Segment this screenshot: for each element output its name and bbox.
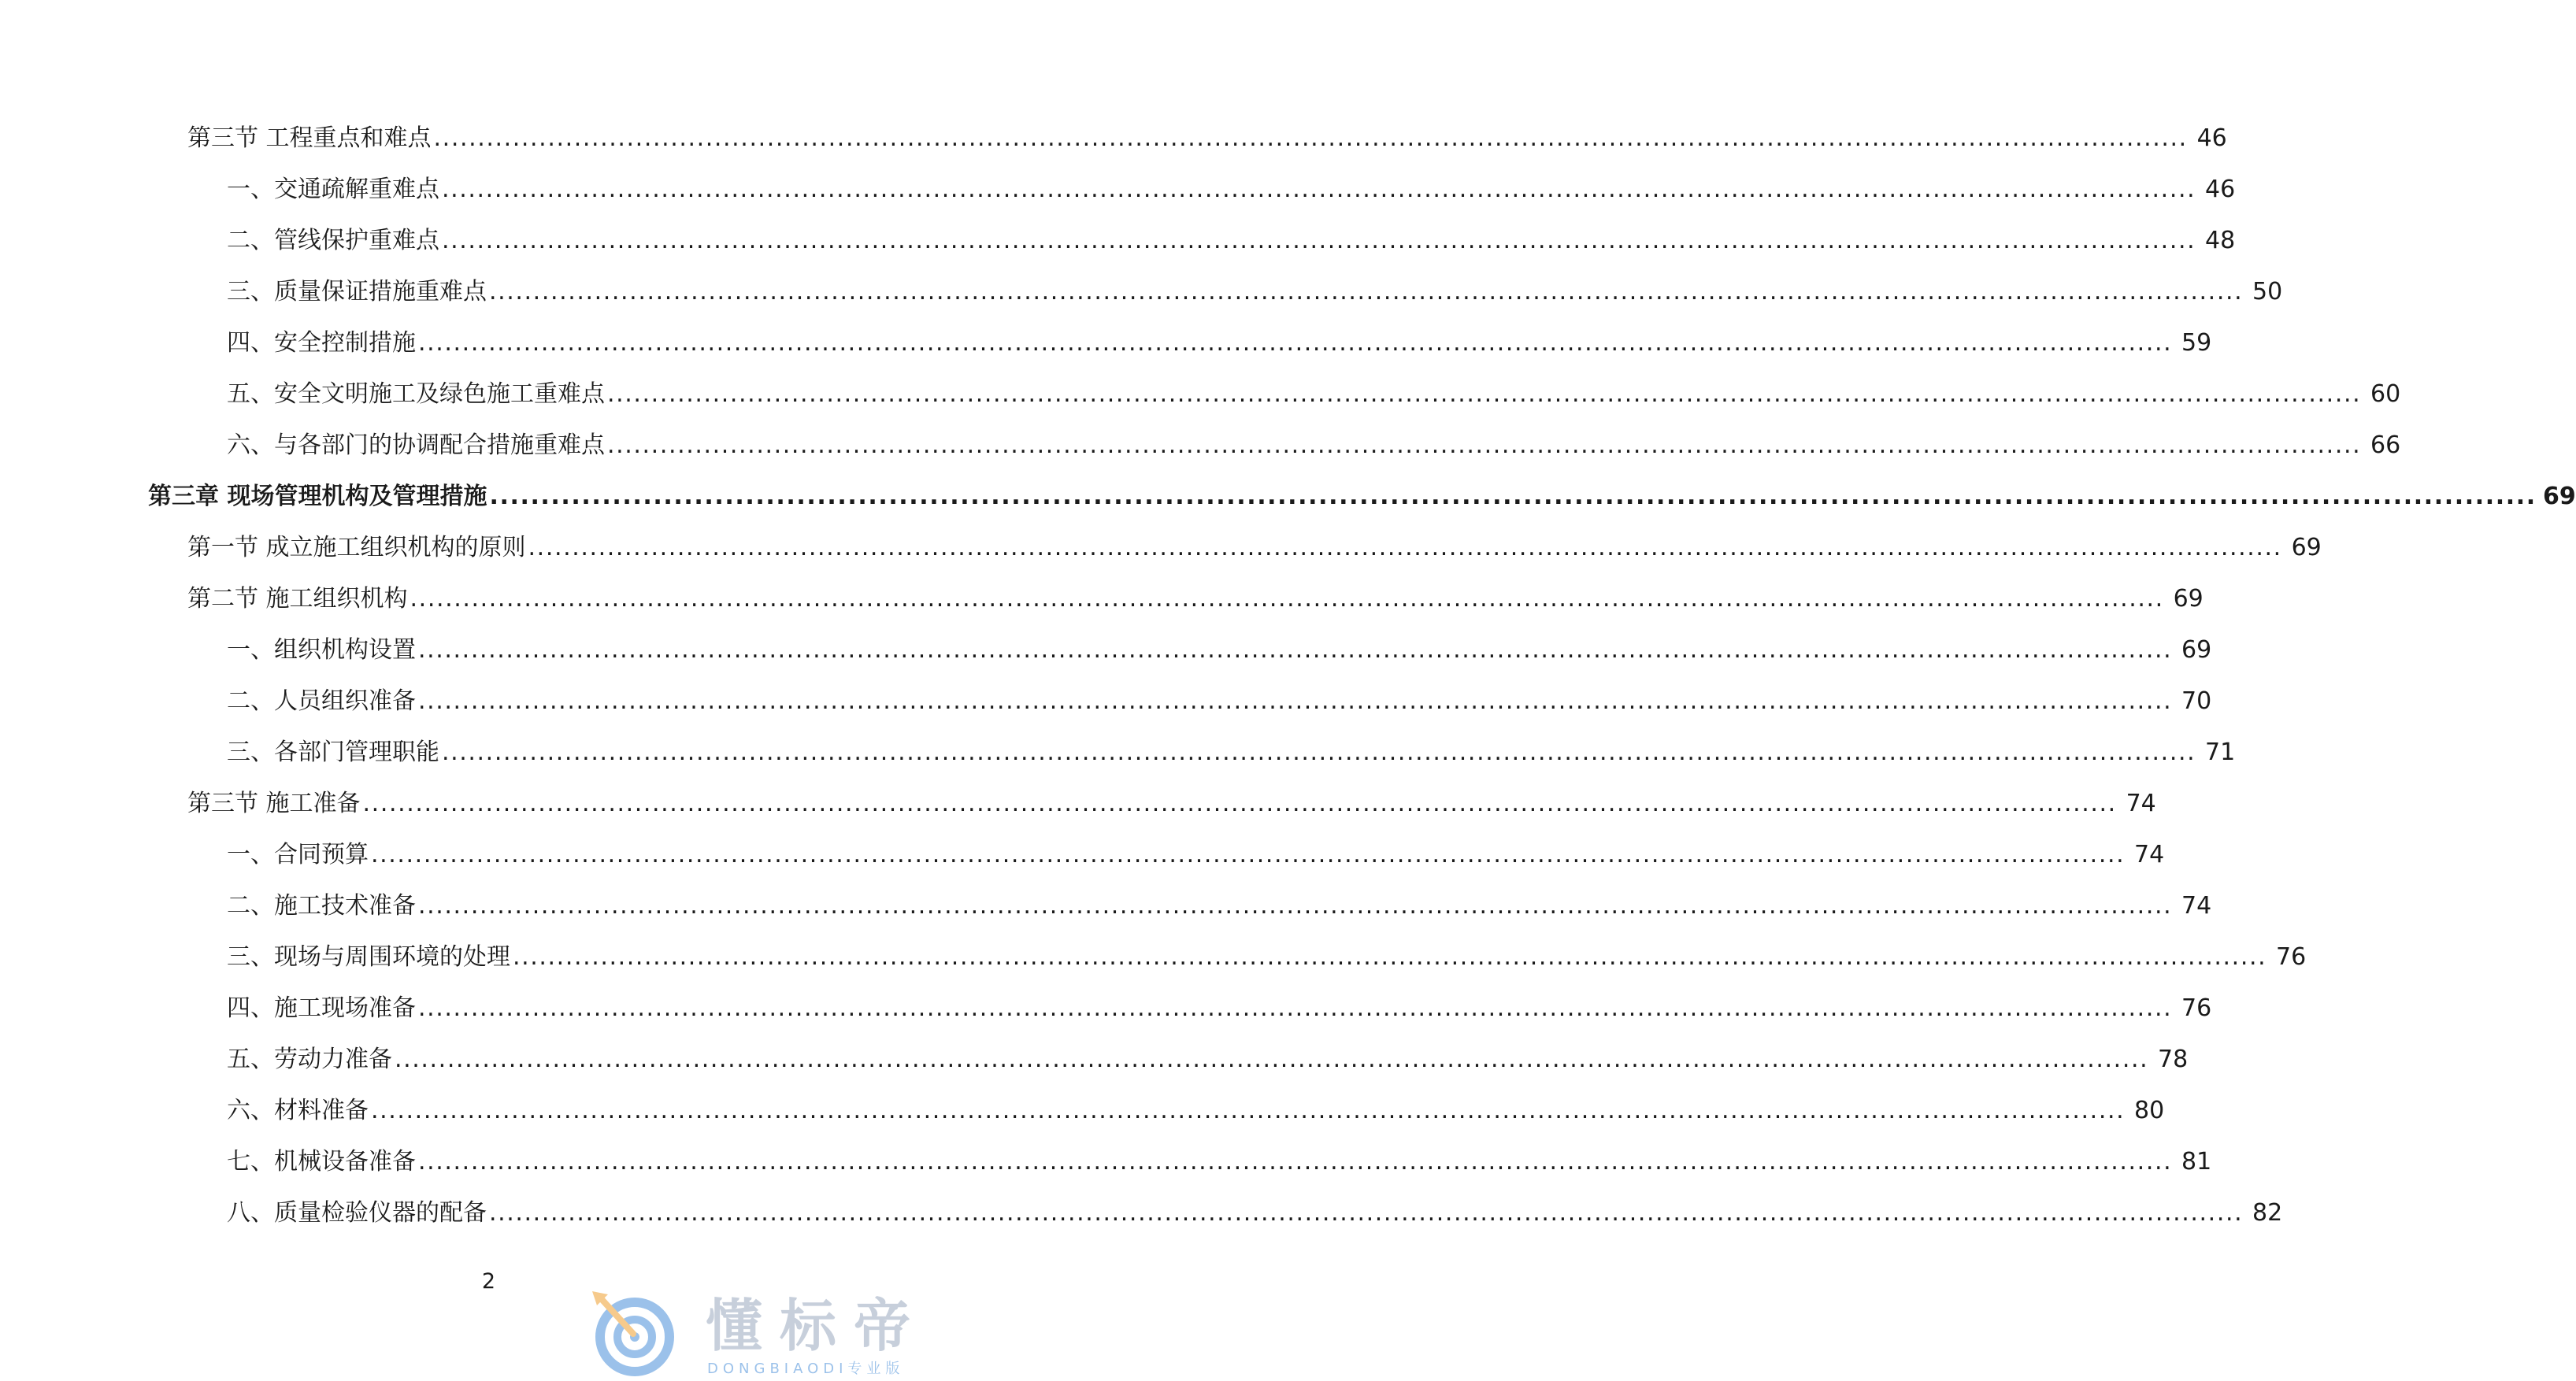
- toc-entry[interactable]: [0, 1148, 2212, 1199]
- toc-dot-leader: ........................................................................................................................................................................................................: [362, 790, 2117, 817]
- toc-entry-title: 第一节 成立施工组织机构的原则: [187, 534, 526, 561]
- toc-entry-page: 69: [2173, 585, 2203, 613]
- watermark-subtitle: DONGBIAODI专业版: [707, 1361, 905, 1377]
- toc-entry-page: 69: [2291, 534, 2322, 561]
- toc-entry-page: 66: [2370, 431, 2401, 459]
- toc-entry-title: 四、施工现场准备: [227, 994, 416, 1022]
- toc-entry-page: 59: [2181, 329, 2212, 357]
- toc-entry-title: 二、人员组织准备: [227, 687, 416, 715]
- toc-entry-title: 一、组织机构设置: [227, 636, 416, 664]
- toc-entry-title: 三、各部门管理职能: [227, 739, 439, 766]
- toc-dot-leader: ........................................................................................................................................................................................................: [410, 585, 2164, 613]
- toc-dot-leader: ........................................................................................................................................................................................................: [489, 483, 2537, 510]
- toc-entry-page: 78: [2158, 1046, 2189, 1073]
- toc-entry[interactable]: [0, 227, 2236, 278]
- toc-entry-title: 八、质量检验仪器的配备: [227, 1199, 487, 1227]
- toc-entry-page: 74: [2134, 841, 2165, 868]
- toc-entry[interactable]: [0, 994, 2212, 1046]
- toc-entry[interactable]: [0, 739, 2236, 790]
- toc-entry[interactable]: [0, 278, 2283, 329]
- table-of-contents: [0, 124, 2576, 1250]
- toc-entry-title: 第三节 工程重点和难点: [187, 124, 432, 152]
- toc-entry-page: 46: [2196, 124, 2227, 152]
- toc-entry-page: 71: [2205, 739, 2236, 766]
- toc-entry-page: 69: [2543, 483, 2576, 510]
- toc-dot-leader: ........................................................................................................................................................................................................: [418, 687, 2173, 715]
- page-number: 2: [481, 1269, 496, 1294]
- toc-dot-leader: ........................................................................................................................................................................................................: [371, 1097, 2126, 1124]
- toc-entry[interactable]: [0, 1199, 2283, 1250]
- toc-entry[interactable]: [0, 483, 2576, 534]
- toc-entry-page: 76: [2276, 943, 2307, 971]
- toc-dot-leader: ........................................................................................................................................................................................................: [418, 892, 2173, 920]
- toc-entry-title: 二、管线保护重难点: [227, 227, 439, 254]
- toc-entry-title: 一、交通疏解重难点: [227, 176, 439, 203]
- toc-entry-title: 第三节 施工准备: [187, 790, 361, 817]
- toc-dot-leader: ........................................................................................................................................................................................................: [513, 943, 2267, 971]
- toc-entry[interactable]: [0, 841, 2165, 892]
- toc-entry-title: 七、机械设备准备: [227, 1148, 416, 1176]
- toc-entry-page: 60: [2370, 380, 2401, 408]
- toc-dot-leader: ........................................................................................................................................................................................................: [418, 329, 2173, 357]
- toc-entry-page: 74: [2181, 892, 2212, 920]
- toc-dot-leader: ........................................................................................................................................................................................................: [442, 176, 2196, 203]
- toc-dot-leader: ........................................................................................................................................................................................................: [528, 534, 2282, 561]
- toc-entry-page: 74: [2126, 790, 2156, 817]
- toc-entry[interactable]: [0, 636, 2212, 687]
- toc-entry-title: 三、现场与周围环境的处理: [227, 943, 510, 971]
- toc-entry-page: 82: [2252, 1199, 2283, 1227]
- toc-entry[interactable]: [0, 585, 2203, 636]
- toc-dot-leader: ........................................................................................................................................................................................................: [418, 1148, 2173, 1176]
- toc-dot-leader: ........................................................................................................................................................................................................: [418, 994, 2173, 1022]
- toc-entry-title: 五、劳动力准备: [227, 1046, 392, 1073]
- toc-entry[interactable]: [0, 534, 2322, 585]
- toc-entry[interactable]: [0, 790, 2156, 841]
- toc-entry-page: 48: [2205, 227, 2236, 254]
- toc-entry-title: 一、合同预算: [227, 841, 369, 868]
- toc-entry[interactable]: [0, 943, 2307, 994]
- toc-dot-leader: ........................................................................................................................................................................................................: [607, 380, 2362, 408]
- toc-entry-title: 六、与各部门的协调配合措施重难点: [227, 431, 605, 459]
- toc-entry-page: 80: [2134, 1097, 2165, 1124]
- toc-dot-leader: ........................................................................................................................................................................................................: [433, 124, 2188, 152]
- toc-entry-title: 第三章 现场管理机构及管理措施: [148, 483, 487, 510]
- toc-entry-title: 三、质量保证措施重难点: [227, 278, 487, 305]
- toc-entry[interactable]: [0, 329, 2212, 380]
- toc-entry-title: 二、施工技术准备: [227, 892, 416, 920]
- toc-dot-leader: ........................................................................................................................................................................................................: [442, 739, 2196, 766]
- toc-dot-leader: ........................................................................................................................................................................................................: [489, 278, 2244, 305]
- toc-dot-leader: ........................................................................................................................................................................................................: [607, 431, 2362, 459]
- toc-entry-title: 六、材料准备: [227, 1097, 369, 1124]
- target-arrow-icon: [589, 1291, 684, 1378]
- toc-entry[interactable]: [0, 687, 2212, 739]
- toc-entry-page: 76: [2181, 994, 2212, 1022]
- toc-entry-page: 50: [2252, 278, 2283, 305]
- toc-entry-page: 69: [2181, 636, 2212, 664]
- toc-entry-title: 第二节 施工组织机构: [187, 585, 408, 613]
- toc-entry[interactable]: [0, 380, 2401, 431]
- toc-dot-leader: ........................................................................................................................................................................................................: [489, 1199, 2244, 1227]
- toc-entry[interactable]: [0, 892, 2212, 943]
- toc-entry[interactable]: [0, 124, 2227, 176]
- toc-dot-leader: ........................................................................................................................................................................................................: [442, 227, 2196, 254]
- toc-entry-title: 四、安全控制措施: [227, 329, 416, 357]
- toc-dot-leader: ........................................................................................................................................................................................................: [395, 1046, 2149, 1073]
- toc-dot-leader: ........................................................................................................................................................................................................: [418, 636, 2173, 664]
- watermark-brand: 懂标帝: [706, 1293, 928, 1359]
- toc-entry[interactable]: [0, 1097, 2165, 1148]
- toc-entry[interactable]: [0, 431, 2401, 483]
- toc-entry-page: 46: [2205, 176, 2236, 203]
- toc-entry-page: 81: [2181, 1148, 2212, 1176]
- toc-entry[interactable]: [0, 176, 2236, 227]
- watermark: [589, 1291, 967, 1378]
- toc-entry-title: 五、安全文明施工及绿色施工重难点: [227, 380, 605, 408]
- toc-dot-leader: ........................................................................................................................................................................................................: [371, 841, 2126, 868]
- toc-entry-page: 70: [2181, 687, 2212, 715]
- toc-entry[interactable]: [0, 1046, 2189, 1097]
